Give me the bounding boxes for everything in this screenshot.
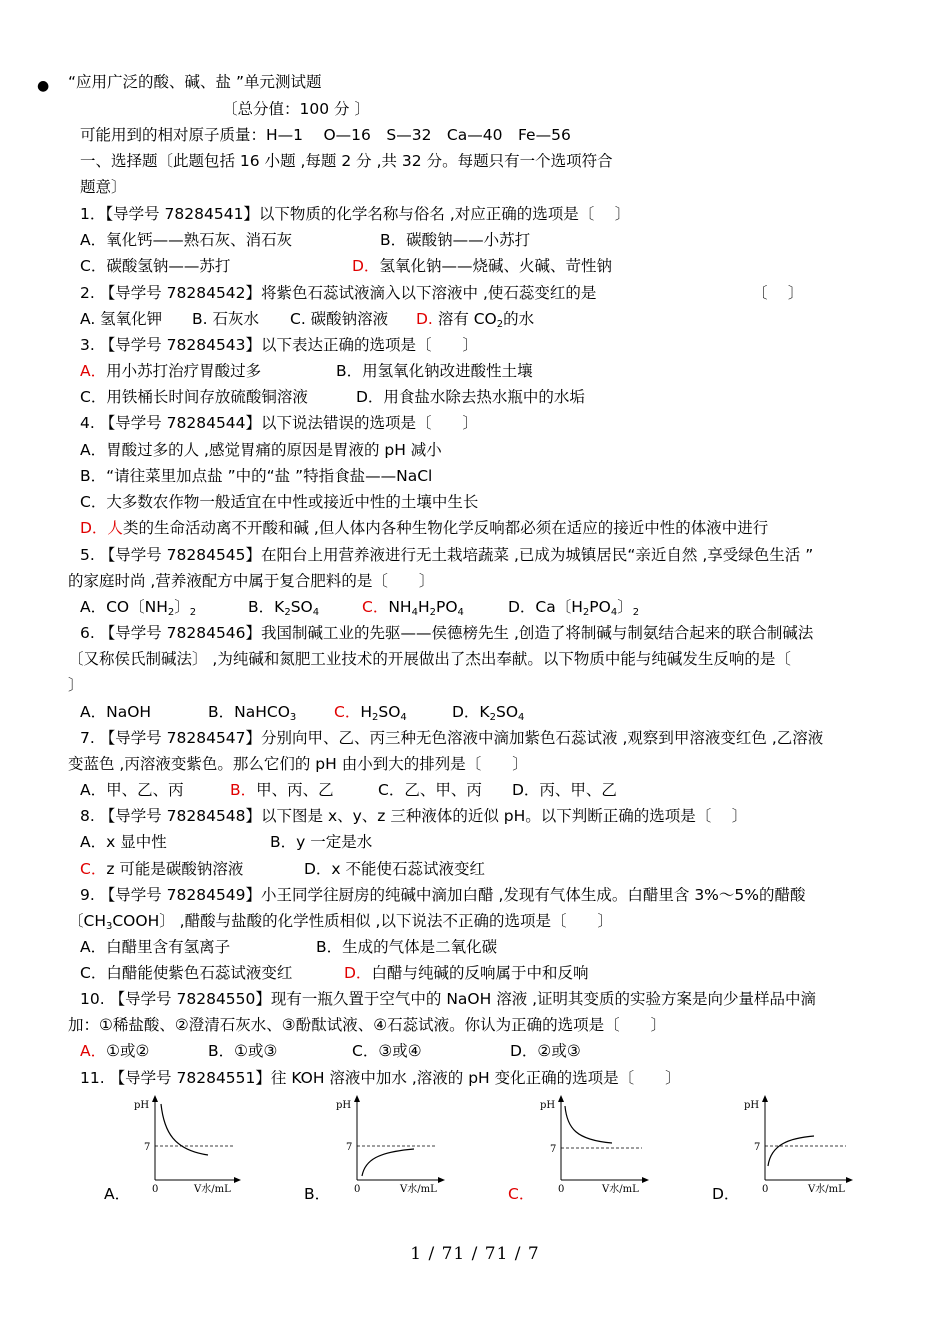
q11-option-d-label: D．: [712, 1185, 740, 1203]
q5-option-d: D．Ca〔$H_2PO_4$〕$_2$: [508, 598, 640, 618]
ph-curve: [362, 1149, 414, 1176]
q1-option-c: C．碳酸氢钠——苏打: [80, 257, 231, 275]
q11-graph-a: [130, 1092, 245, 1197]
total-score: 〔总分值：100 分 〕: [222, 100, 370, 118]
q2-option-d: D. 溶有 $CO_2$的水: [416, 310, 535, 330]
q4-option-c: C．大多数农作物一般适宜在中性或接近中性的土壤中生长: [80, 493, 479, 511]
y-axis-arrow: [558, 1095, 564, 1102]
q4-option-b: B．“请往菜里加点盐 ”中的“盐 ”特指食盐——NaCl: [80, 467, 433, 485]
q6-stem: 6. 【导学号 78284546】我国制碱工业的先驱——侯德榜先生 ,创造了将制碱与制氨结合起来的联合制碱法: [80, 624, 814, 642]
q6-option-a: A．NaOH: [80, 703, 152, 721]
answer-key: C．: [80, 860, 107, 878]
q9-stem-cont: 〔$CH_3COOH$〕 ,醋酸与盐酸的化学性质相似 ,以下说法不正确的选项是〔 〕: [68, 912, 613, 932]
graph-ylabel: pH: [540, 1100, 556, 1111]
q2-option-c: C. 碳酸钠溶液: [290, 310, 389, 328]
q9-option-a: A．白醋里含有氢离子: [80, 938, 231, 956]
q10-option-d: D．②或③: [510, 1042, 581, 1060]
q2-bracket: 〔 〕: [752, 284, 804, 302]
atomic-mass: 可能用到的相对原子质量：H—1 O—16 S—32 Ca—40 Fe—56: [80, 126, 571, 144]
q1-option-a: A．氧化钙——熟石灰、消石灰: [80, 231, 293, 249]
q11-option-a-label: A．: [104, 1185, 131, 1203]
answer-key: D．人: [80, 519, 123, 537]
q11-graph-b: [332, 1092, 447, 1197]
graph-xlabel: V水/mL: [602, 1184, 639, 1195]
graph-origin: 0: [354, 1184, 361, 1195]
q5-stem: 5. 【导学号 78284545】在阳台上用营养液进行无土栽培蔬菜 ,已成为城镇居民“亲近自然 ,享受绿色生活 ”: [80, 546, 814, 564]
graph-ytick: 7: [144, 1142, 151, 1153]
q5-option-c: C．$NH_4H_2PO_4$: [362, 598, 464, 618]
graph-ytick: 7: [550, 1144, 557, 1155]
q4-option-d: D．人类的生命活动离不开酸和碱 ,但人体内各种生物化学反响都必须在适应的接近中性的体液中进行: [80, 519, 769, 537]
q9-option-b: B．生成的气体是二氧化碳: [316, 938, 498, 956]
x-axis-arrow: [846, 1177, 853, 1183]
bullet-icon: ●: [37, 78, 50, 94]
q5-option-a: A．CO〔$NH_2$〕$_2$: [80, 598, 197, 618]
q3-option-b: B．用氢氧化钠改进酸性土壤: [336, 362, 533, 380]
q3-stem: 3. 【导学号 78284543】以下表达正确的选项是〔 〕: [80, 336, 479, 354]
graph-ytick: 7: [346, 1142, 353, 1153]
graph-ytick: 7: [754, 1142, 761, 1153]
y-axis-arrow: [152, 1095, 158, 1102]
q11-option-b-label: B．: [304, 1185, 331, 1203]
x-axis-arrow: [642, 1177, 649, 1183]
graph-xlabel: V水/mL: [194, 1184, 231, 1195]
q7-stem-cont: 变蓝色 ,丙溶液变紫色。那么它们的 pH 由小到大的排列是〔 〕: [68, 755, 528, 773]
q3-option-a: A．用小苏打治疗胃酸过多: [80, 362, 262, 380]
answer-key: B．: [230, 781, 257, 799]
graph-xlabel: V水/mL: [808, 1184, 845, 1195]
q10-stem: 10. 【导学号 78284550】现有一瓶久置于空气中的 NaOH 溶液 ,证明其变质的实验方案是向少量样品中滴: [80, 990, 817, 1008]
q3-option-d: D．用食盐水除去热水瓶中的水垢: [356, 388, 585, 406]
q2-option-b: B. 石灰水: [192, 310, 259, 328]
q9-option-d: D．白醋与纯碱的反响属于中和反响: [344, 964, 589, 982]
q7-option-a: A．甲、乙、丙: [80, 781, 184, 799]
q6-stem-end: 〕: [68, 676, 84, 694]
q6-option-d: D．$K_2SO_4$: [452, 703, 525, 723]
y-axis-arrow: [762, 1095, 768, 1102]
ph-curve: [768, 1136, 814, 1166]
answer-key: A．: [80, 362, 107, 380]
graph-origin: 0: [558, 1184, 565, 1195]
answer-key: C．: [362, 598, 389, 616]
q8-option-a: A．x 显中性: [80, 833, 167, 851]
q6-stem-cont: 〔又称侯氏制碱法〕 ,为纯碱和氮肥工业技术的开展做出了杰出奉献。以下物质中能与纯碱发生反响的是〔: [68, 650, 791, 668]
y-axis-arrow: [354, 1095, 360, 1102]
graph-ylabel: pH: [744, 1100, 760, 1111]
q7-stem: 7. 【导学号 78284547】分别向甲、乙、丙三种无色溶液中滴加紫色石蕊试液 ,观察到甲溶液变红色 ,乙溶液: [80, 729, 824, 747]
q3-option-c: C．用铁桶长时间存放硫酸铜溶液: [80, 388, 308, 406]
graph-origin: 0: [762, 1184, 769, 1195]
x-axis-arrow: [234, 1177, 241, 1183]
q11-graph-c: [536, 1092, 651, 1197]
x-axis-arrow: [438, 1177, 445, 1183]
ph-curve: [565, 1106, 612, 1143]
q7-option-c: C．乙、甲、丙: [378, 781, 482, 799]
page-number: 1 / 71 / 71 / 7: [410, 1244, 540, 1264]
q10-option-b: B．①或③: [208, 1042, 278, 1060]
q9-option-c: C．白醋能使紫色石蕊试液变红: [80, 964, 293, 982]
answer-key: C．: [334, 703, 361, 721]
graph-origin: 0: [152, 1184, 159, 1195]
q6-option-c: C．$H_2SO_4$: [334, 703, 407, 723]
q8-option-c: C．z 可能是碳酸钠溶液: [80, 860, 244, 878]
q11-stem: 11. 【导学号 78284551】往 KOH 溶液中加水 ,溶液的 pH 变化正确的选项是〔 〕: [80, 1069, 681, 1087]
q9-stem: 9. 【导学号 78284549】小王同学往厨房的纯碱中滴加白醋 ,发现有气体生成。白醋里含 3%～5%的醋酸: [80, 886, 806, 904]
q5-stem-cont: 的家庭时尚 ,营养液配方中属于复合肥料的是〔 〕: [68, 572, 435, 590]
answer-key: D．: [344, 964, 372, 982]
q7-option-b: B．甲、丙、乙: [230, 781, 334, 799]
q4-stem: 4. 【导学号 78284544】以下说法错误的选项是〔 〕: [80, 414, 479, 432]
graph-ylabel: pH: [336, 1100, 352, 1111]
q7-option-d: D．丙、甲、乙: [512, 781, 617, 799]
q10-option-a: A．①或②: [80, 1042, 150, 1060]
q1-stem: 1．【导学号 78284541】以下物质的化学名称与俗名 ,对应正确的选项是〔 〕: [80, 205, 631, 223]
q8-option-b: B．y 一定是水: [270, 833, 373, 851]
answer-key: D.: [416, 310, 433, 328]
q8-option-d: D．x 不能使石蕊试液变红: [304, 860, 486, 878]
q1-option-b: B．碳酸钠——小苏打: [380, 231, 531, 249]
q11-graph-d: [740, 1092, 855, 1197]
q5-option-b: B．$K_2SO_4$: [248, 598, 320, 618]
q1-option-d: D．氢氧化钠——烧碱、火碱、苛性钠: [352, 257, 612, 275]
q10-stem-cont: 加：①稀盐酸、②澄清石灰水、③酚酞试液、④石蕊试液。你认为正确的选项是〔 〕: [68, 1016, 667, 1034]
q8-stem: 8. 【导学号 78284548】以下图是 x、y、z 三种液体的近似 pH。以下判断正确的选项是〔 〕: [80, 807, 748, 825]
q4-option-a: A．胃酸过多的人 ,感觉胃痛的原因是胃液的 pH 减小: [80, 441, 442, 459]
answer-key: A．: [80, 1042, 107, 1060]
doc-title: “应用广泛的酸、碱、盐 ”单元测试题: [68, 73, 322, 91]
graph-xlabel: V水/mL: [400, 1184, 437, 1195]
ph-curve: [161, 1104, 208, 1155]
q2-option-a: A. 氢氧化钾: [80, 310, 163, 328]
q6-option-b: B．NaHCO$_3$: [208, 703, 297, 723]
q11-option-c-label: C．: [508, 1185, 535, 1203]
graph-ylabel: pH: [134, 1100, 150, 1111]
q2-stem: 2. 【导学号 78284542】将紫色石蕊试液滴入以下溶液中 ,使石蕊变红的是: [80, 284, 597, 302]
section-heading-cont: 题意〕: [80, 178, 127, 196]
q10-option-c: C．③或④: [352, 1042, 422, 1060]
section-heading: 一、选择题〔此题包括 16 小题 ,每题 2 分 ,共 32 分。每题只有一个选项符合: [80, 152, 613, 170]
answer-key: D．: [352, 257, 380, 275]
